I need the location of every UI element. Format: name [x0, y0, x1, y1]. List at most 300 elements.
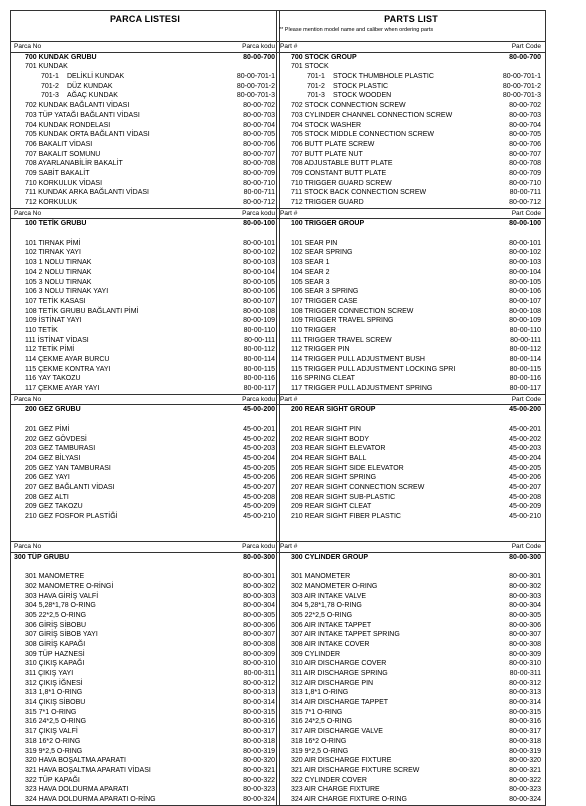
part-label — [307, 91, 391, 101]
part-row — [11, 336, 279, 346]
part-row — [11, 717, 279, 727]
part-row — [277, 82, 545, 92]
part-row — [11, 150, 279, 160]
part-number: 110 — [25, 326, 37, 334]
part-code: 80-00-701-2 — [236, 82, 275, 90]
part-label — [25, 374, 81, 384]
part-number: 306 — [291, 621, 303, 629]
part-row — [277, 473, 545, 483]
part-label — [25, 512, 118, 522]
part-number: 102 — [291, 249, 303, 257]
part-number: 709 — [291, 169, 303, 177]
part-number: 701-3 — [41, 92, 59, 100]
part-code: 80-00-313 — [509, 689, 541, 697]
part-row — [277, 444, 545, 454]
part-number: 202 — [25, 435, 37, 443]
part-row — [277, 198, 545, 208]
part-label — [291, 365, 455, 375]
part-name: KUNDAK GRUBU — [38, 53, 97, 61]
part-label — [291, 405, 375, 415]
part-code: 80-00-107 — [243, 297, 275, 305]
part-row — [11, 756, 279, 766]
part-label — [291, 355, 425, 365]
part-row — [277, 188, 545, 198]
part-name: GEZ TAKOZU — [38, 503, 83, 511]
part-label — [291, 611, 352, 621]
section-header — [277, 542, 545, 553]
part-row — [277, 287, 545, 297]
part-code: 45-00-208 — [243, 493, 275, 501]
part-code: 80-00-307 — [243, 631, 275, 639]
part-label — [291, 502, 371, 512]
part-code: 80-00-709 — [243, 169, 275, 177]
part-number: 315 — [291, 708, 303, 716]
part-number: 100 — [25, 220, 37, 228]
part-row — [11, 188, 279, 198]
part-code: 80-00-318 — [243, 737, 275, 745]
part-number: 700 — [291, 53, 303, 61]
part-code: 80-00-711 — [243, 189, 275, 197]
part-label — [25, 111, 140, 121]
part-code: 80-00-701-3 — [236, 92, 275, 100]
part-label — [291, 268, 330, 278]
part-label — [291, 493, 395, 503]
part-label — [291, 316, 393, 326]
part-name: BAKALIT SOMUNU — [38, 150, 101, 158]
part-name: AIR DISCHARGE FIXTURE SCREW — [304, 766, 420, 774]
part-code: 80-00-707 — [243, 150, 275, 158]
part-number: 318 — [25, 737, 37, 745]
part-number: 311 — [25, 670, 37, 677]
part-code: 80-00-101 — [243, 239, 275, 247]
part-number: 204 — [291, 454, 303, 462]
part-name: İSTİNAT YAYI — [38, 317, 82, 325]
part-label — [25, 179, 102, 189]
part-number: 205 — [25, 464, 37, 472]
part-number: 701 — [291, 63, 303, 71]
part-number: 306 — [25, 621, 37, 629]
part-label — [291, 444, 385, 454]
part-code: 80-00-701-3 — [502, 92, 541, 100]
part-number: 108 — [291, 307, 303, 315]
part-number: 701-1 — [307, 73, 325, 81]
part-code: 80-00-115 — [243, 365, 275, 373]
part-number: 301 — [25, 573, 37, 581]
part-row — [277, 502, 545, 512]
part-row — [11, 121, 279, 131]
part-label — [25, 659, 84, 669]
part-label — [25, 425, 69, 435]
part-number: 703 — [25, 111, 37, 119]
part-row — [277, 483, 545, 493]
part-label — [25, 62, 68, 72]
part-number: 201 — [25, 425, 37, 433]
part-name: HAVA DOLDURMA APARATI O-RİNG — [38, 795, 156, 803]
column-header-part-code: Parca kodu — [242, 395, 275, 403]
part-name: AYARLANABİLİR BAKALİT — [38, 160, 123, 168]
part-code: 45-00-202 — [243, 435, 275, 443]
part-label — [291, 553, 368, 563]
part-number: 300 — [291, 553, 303, 561]
parts-section — [276, 42, 546, 209]
part-name: ÇIKIŞ İĞNESİ — [38, 679, 83, 687]
part-label — [291, 669, 388, 679]
part-name: İSTİNAT VİDASI — [37, 336, 89, 344]
part-label — [25, 326, 58, 336]
part-number: 115 — [25, 365, 37, 373]
part-row — [11, 159, 279, 169]
part-row — [277, 464, 545, 474]
part-label — [25, 493, 69, 503]
part-label — [25, 737, 80, 747]
parts-section — [10, 395, 280, 542]
part-number: 103 — [25, 259, 37, 267]
part-row — [11, 91, 279, 101]
part-number: 316 — [25, 718, 37, 726]
part-number: 319 — [25, 747, 37, 755]
part-number: 320 — [25, 757, 37, 765]
group-row — [277, 553, 545, 563]
part-number: 208 — [25, 493, 37, 501]
part-row — [277, 307, 545, 317]
part-name: ÇIKIŞ SİBOBU — [38, 699, 86, 707]
part-code: 80-00-103 — [243, 259, 275, 267]
part-number: 207 — [291, 483, 303, 491]
part-row — [277, 297, 545, 307]
part-name: STOCK — [304, 63, 329, 71]
part-code: 80-00-302 — [509, 582, 541, 590]
part-row — [11, 727, 279, 737]
part-code: 80-00-107 — [509, 297, 541, 305]
part-number: 322 — [25, 776, 37, 784]
part-row — [277, 72, 545, 82]
part-number: 309 — [25, 650, 37, 658]
part-name: REAR SIGHT SIDE ELEVATOR — [304, 464, 404, 472]
part-code: 80-00-324 — [243, 795, 275, 803]
part-name: 3 NOLU TIRNAK — [38, 278, 92, 286]
part-number: 107 — [25, 297, 37, 305]
part-code: 80-00-112 — [243, 346, 275, 354]
part-number: 105 — [25, 278, 37, 286]
part-code: 45-00-205 — [509, 464, 541, 472]
part-label — [25, 169, 89, 179]
part-name: 24*2,5 O-RING — [38, 718, 87, 726]
part-row — [11, 72, 279, 82]
part-number: 317 — [25, 728, 37, 736]
part-row — [277, 101, 545, 111]
part-number: 111 — [291, 336, 302, 344]
part-number: 316 — [291, 718, 303, 726]
part-row — [11, 111, 279, 121]
part-row — [277, 621, 545, 631]
section-header — [277, 209, 545, 220]
part-label — [25, 307, 138, 317]
part-number: 206 — [291, 474, 303, 482]
part-name: SEAR 1 — [304, 259, 330, 267]
part-row — [11, 698, 279, 708]
part-row — [277, 425, 545, 435]
part-code: 80-00-310 — [509, 660, 541, 668]
part-number: 208 — [291, 493, 303, 501]
part-code: 45-00-200 — [243, 406, 275, 414]
part-code: 80-00-102 — [243, 249, 275, 257]
part-row — [277, 688, 545, 698]
part-row — [277, 248, 545, 258]
part-row — [11, 502, 279, 512]
part-name: 2 NOLU TIRNAK — [38, 268, 92, 276]
part-name: ÇIKIŞ YAYI — [38, 670, 74, 677]
part-number: 701 — [25, 63, 37, 71]
part-row — [11, 316, 279, 326]
part-name: CYLINDER COVER — [304, 776, 367, 784]
part-code: 80-00-306 — [243, 621, 275, 629]
part-name: 7*1 O-RING — [304, 708, 343, 716]
part-label — [25, 776, 80, 786]
part-name: 1 NOLU TIRNAK — [38, 259, 92, 267]
part-name: REAR SIGHT SPRING — [304, 474, 377, 482]
part-name: GEZ YAN TAMBURASI — [38, 464, 111, 472]
part-code: 80-00-117 — [509, 385, 541, 393]
part-label — [291, 717, 352, 727]
part-number: 110 — [291, 326, 303, 334]
part-row — [11, 435, 279, 445]
part-row — [277, 150, 545, 160]
part-code: 80-00-313 — [243, 689, 275, 697]
part-row — [277, 345, 545, 355]
part-code: 80-00-320 — [243, 757, 275, 765]
part-row — [277, 756, 545, 766]
column-header-part-no: Part # — [280, 395, 298, 403]
part-number: 302 — [291, 582, 303, 590]
part-code: 80-00-114 — [243, 356, 275, 363]
part-number: 320 — [291, 757, 303, 765]
part-label — [25, 688, 82, 698]
part-code: 80-00-319 — [509, 747, 541, 755]
part-code: 45-00-207 — [509, 483, 541, 491]
part-name: GEZ BAĞLANTI VİDASI — [38, 483, 115, 491]
part-row — [277, 179, 545, 189]
part-row — [11, 268, 279, 278]
part-code: 80-00-106 — [509, 288, 541, 296]
part-number: 705 — [25, 131, 37, 139]
part-name: YAY TAKOZU — [38, 375, 81, 383]
part-number: 106 — [25, 288, 37, 296]
list-title-box — [10, 10, 280, 42]
part-code: 80-00-312 — [509, 679, 541, 687]
part-code: 80-00-314 — [243, 699, 275, 707]
part-name: DELİKLİ KUNDAK — [67, 73, 125, 81]
part-label — [25, 188, 149, 198]
part-name: AIR INTAKE VALVE — [304, 592, 367, 600]
part-label — [25, 384, 99, 394]
part-number: 308 — [25, 640, 37, 648]
part-number: 109 — [25, 317, 37, 325]
part-row — [11, 278, 279, 288]
part-number: 200 — [25, 406, 37, 414]
part-number: 314 — [25, 699, 37, 707]
part-label — [291, 384, 432, 394]
part-code: 80-00-312 — [243, 679, 275, 687]
part-label — [291, 287, 358, 297]
part-name: SEAR 2 — [304, 268, 330, 276]
part-row — [11, 101, 279, 111]
part-label — [25, 582, 113, 592]
part-code: 80-00-705 — [509, 131, 541, 139]
part-code: 80-00-317 — [243, 728, 275, 736]
part-code: 80-00-306 — [509, 621, 541, 629]
part-row — [277, 776, 545, 786]
part-label — [291, 326, 336, 336]
part-number: 701-3 — [307, 92, 325, 100]
part-code: 80-00-316 — [243, 718, 275, 726]
part-label — [25, 785, 128, 795]
part-row — [11, 384, 279, 394]
part-label — [291, 688, 348, 698]
part-label — [25, 278, 91, 288]
part-row — [11, 679, 279, 689]
part-label — [291, 572, 350, 582]
part-label — [291, 111, 452, 121]
part-name: AIR DISCHARGE FIXTURE — [304, 757, 392, 765]
part-number: 704 — [25, 121, 37, 129]
part-label — [291, 345, 350, 355]
part-name: AIR CHARGE FIXTURE — [304, 786, 380, 794]
part-number: 101 — [291, 239, 303, 247]
column-header-part-code: Part Code — [511, 395, 541, 403]
part-name: STOCK CONNECTION SCREW — [304, 102, 406, 110]
part-number: 323 — [291, 786, 303, 794]
part-number: 107 — [291, 297, 303, 305]
part-code: 80-00-300 — [243, 553, 275, 561]
part-number: 701-2 — [307, 82, 325, 90]
part-row — [277, 727, 545, 737]
blank-row — [11, 415, 279, 425]
part-label — [291, 785, 380, 795]
part-number: 709 — [25, 169, 37, 177]
part-label — [25, 679, 83, 689]
part-label — [291, 679, 373, 689]
part-name: AIR DISCHARGE VALVE — [304, 728, 383, 736]
part-name: TRIGGER PULL ADJUSTMENT BUSH — [304, 356, 425, 363]
part-code: 80-00-116 — [509, 375, 541, 383]
part-name: TRIGGER CONNECTION SCREW — [304, 307, 414, 315]
part-label — [291, 659, 386, 669]
part-code: 80-00-303 — [509, 592, 541, 600]
part-row — [277, 454, 545, 464]
part-row — [11, 621, 279, 631]
part-name: AIR DISCHARGE TAPPET — [304, 699, 389, 707]
blank-row — [277, 522, 545, 532]
part-row — [11, 640, 279, 650]
part-name: KUNDAK ARKA BAĞLANTI VİDASI — [38, 189, 149, 197]
part-name: TETİK — [38, 326, 58, 334]
parts-section — [276, 209, 546, 395]
section-header — [11, 542, 279, 553]
part-code: 80-00-324 — [509, 795, 541, 803]
part-name: BUTT PLATE SCREW — [304, 140, 375, 148]
part-code: 45-00-204 — [509, 454, 541, 462]
part-row — [277, 630, 545, 640]
part-code: 80-00-311 — [243, 670, 275, 677]
part-number: 705 — [291, 131, 303, 139]
part-row — [277, 659, 545, 669]
part-label — [291, 737, 346, 747]
part-number: 708 — [291, 160, 303, 168]
part-label — [25, 630, 98, 640]
part-row — [11, 454, 279, 464]
part-code: 80-00-104 — [509, 268, 541, 276]
part-row — [11, 659, 279, 669]
part-number: 710 — [291, 179, 303, 187]
part-code: 80-00-320 — [509, 757, 541, 765]
part-name: HAVA GİRİŞ VALFİ — [38, 592, 99, 600]
part-code: 80-00-318 — [509, 737, 541, 745]
part-name: AIR INTAKE TAPPET SPRING — [304, 631, 400, 639]
part-name: HAVA BOŞALTMA APARATI VİDASI — [38, 766, 151, 774]
part-label — [25, 698, 85, 708]
part-name: MANOMETRE O-RİNGİ — [38, 582, 114, 590]
blank-row — [11, 531, 279, 541]
part-number: 207 — [25, 483, 37, 491]
part-label — [25, 611, 86, 621]
part-name: 16*2 O-RING — [304, 737, 347, 745]
part-label — [25, 601, 96, 611]
part-row — [277, 326, 545, 336]
part-row — [11, 611, 279, 621]
part-code: 45-00-202 — [509, 435, 541, 443]
group-row — [277, 53, 545, 63]
part-code: 80-00-317 — [509, 728, 541, 736]
part-code: 80-00-305 — [243, 611, 275, 619]
part-number: 706 — [25, 140, 37, 148]
part-code: 45-00-207 — [243, 483, 275, 491]
part-name: ADJUSTABLE BUTT PLATE — [304, 160, 393, 168]
part-label — [291, 640, 369, 650]
part-code: 80-00-323 — [509, 786, 541, 794]
part-code: 80-00-322 — [509, 776, 541, 784]
parts-section — [10, 542, 280, 806]
part-label — [25, 717, 86, 727]
column-header-part-no: Parca No — [14, 43, 42, 50]
part-name: GEZ FOSFOR PLASTİĞİ — [38, 513, 118, 520]
part-code: 80-00-700 — [509, 53, 541, 61]
part-row — [11, 582, 279, 592]
part-code: 45-00-209 — [509, 503, 541, 511]
group-row — [11, 553, 279, 563]
part-name: 1,8*1 O-RING — [38, 689, 83, 697]
part-code: 80-00-308 — [243, 640, 275, 648]
part-row — [11, 630, 279, 640]
part-number: 202 — [291, 435, 303, 443]
part-label — [25, 159, 123, 169]
part-row — [11, 297, 279, 307]
part-code: 80-00-710 — [243, 179, 275, 187]
list-title-box — [276, 10, 546, 42]
part-name: SPRING CLEAT — [304, 375, 355, 383]
part-code: 80-00-315 — [509, 708, 541, 716]
part-row — [277, 766, 545, 776]
part-number: 116 — [25, 375, 37, 383]
blank-row — [277, 229, 545, 239]
part-name: GEZ BİLYASI — [38, 454, 81, 462]
column-header-part-code: Parca kodu — [242, 209, 275, 217]
part-row — [11, 708, 279, 718]
part-name: TRIGGER PULL ADJUSTMENT SPRING — [304, 385, 433, 393]
part-label — [291, 630, 400, 640]
part-label — [25, 297, 86, 307]
part-name: STOCK THUMBHOLE PLASTIC — [333, 73, 434, 81]
part-row — [11, 179, 279, 189]
